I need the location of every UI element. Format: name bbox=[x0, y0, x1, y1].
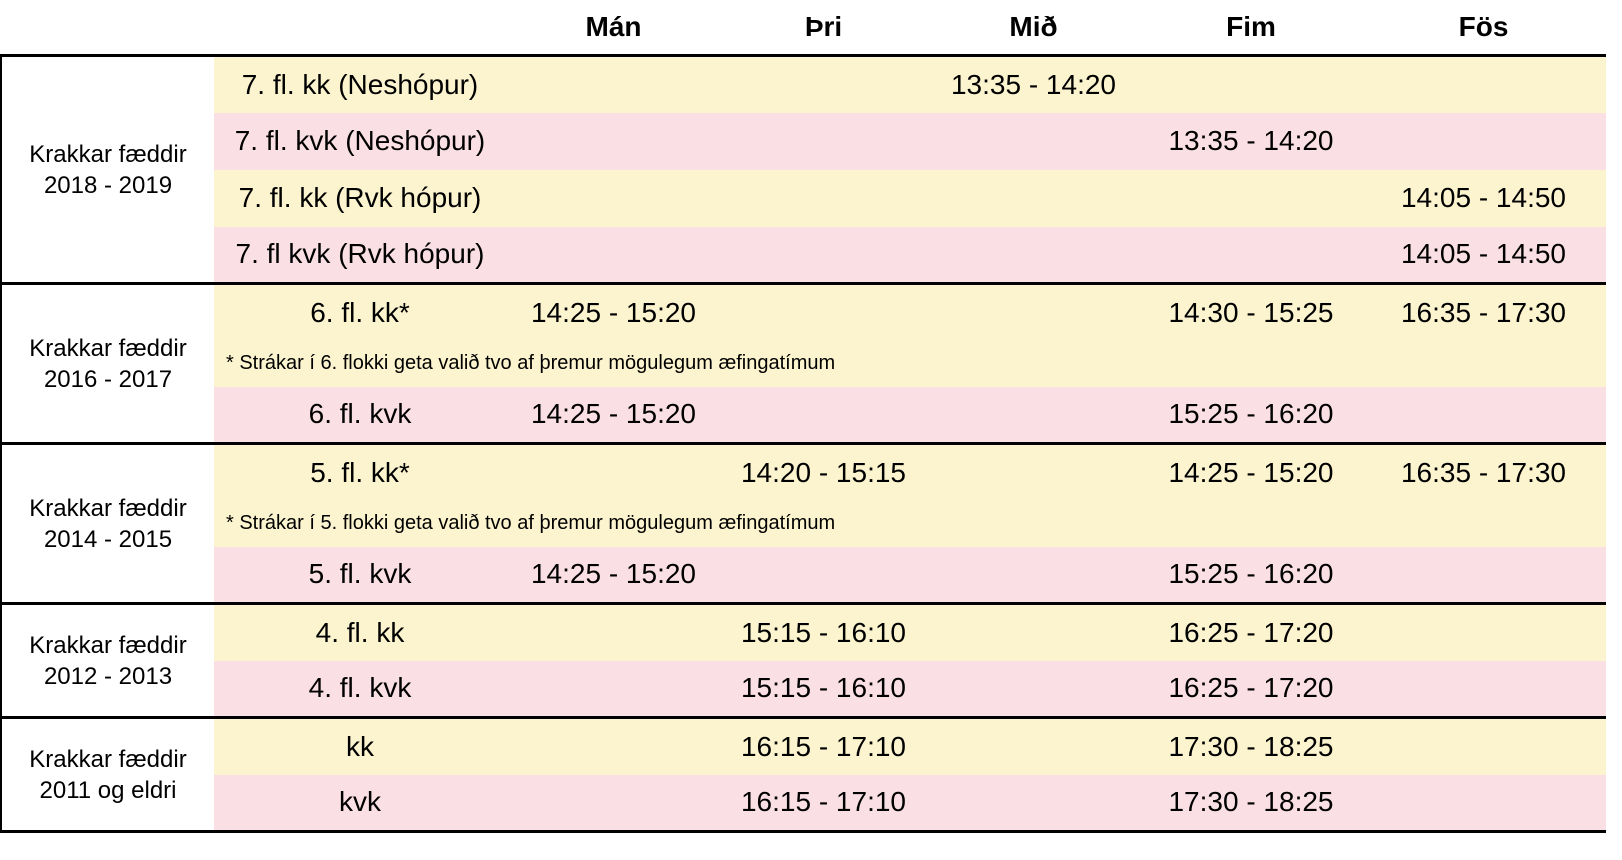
day-cell-mid bbox=[926, 113, 1141, 170]
col-header-thri: Þri bbox=[804, 11, 843, 42]
weekday-header-row bbox=[1, 0, 1606, 56]
day-cell-thri bbox=[721, 284, 926, 341]
day-cell-thri bbox=[721, 227, 926, 284]
day-cell-man bbox=[506, 170, 721, 227]
day-cell-thri bbox=[721, 113, 926, 170]
group-label-line1: Krakkar fæddir bbox=[29, 140, 187, 168]
class-label: 7. fl. kk (Neshópur) bbox=[214, 56, 506, 113]
table-row bbox=[1, 661, 1606, 718]
age-group-2016-2017 bbox=[1, 284, 1606, 444]
day-cell-mid bbox=[926, 718, 1141, 775]
day-cell-man bbox=[506, 604, 721, 661]
group-label-line1: Krakkar fæddir bbox=[29, 494, 187, 522]
day-cell-man: 14:25 - 15:20 bbox=[506, 284, 721, 341]
day-cell-fos bbox=[1361, 775, 1606, 832]
class-label: kvk bbox=[214, 775, 506, 832]
day-cell-fos bbox=[1361, 547, 1606, 604]
day-cell-fos: 16:35 - 17:30 bbox=[1361, 444, 1606, 501]
day-cell-thri bbox=[721, 387, 926, 444]
day-cell-fos bbox=[1361, 661, 1606, 718]
group-label bbox=[1, 284, 214, 444]
col-header-fos: Fös bbox=[1458, 11, 1509, 42]
day-cell-fos: 16:35 - 17:30 bbox=[1361, 284, 1606, 341]
day-cell-man bbox=[506, 718, 721, 775]
day-cell-fim: 13:35 - 14:20 bbox=[1141, 113, 1361, 170]
class-label: 5. fl. kk* bbox=[214, 444, 506, 501]
day-cell-mid bbox=[926, 227, 1141, 284]
day-cell-fim: 16:25 - 17:20 bbox=[1141, 604, 1361, 661]
group-label bbox=[1, 718, 214, 832]
table-row bbox=[1, 113, 1606, 170]
day-cell-man bbox=[506, 775, 721, 832]
group-label-line2: 2012 - 2013 bbox=[43, 662, 173, 690]
day-cell-thri bbox=[721, 547, 926, 604]
table-row bbox=[1, 227, 1606, 284]
day-cell-fos: 14:05 - 14:50 bbox=[1361, 227, 1606, 284]
day-cell-thri: 15:15 - 16:10 bbox=[721, 661, 926, 718]
day-cell-thri bbox=[721, 170, 926, 227]
day-cell-fos bbox=[1361, 604, 1606, 661]
day-cell-fos bbox=[1361, 387, 1606, 444]
group-label-line1: Krakkar fæddir bbox=[29, 631, 187, 659]
col-header-mid: Mið bbox=[1009, 11, 1058, 42]
col-header-fim: Fim bbox=[1226, 11, 1276, 42]
class-label: 7. fl. kk (Rvk hópur) bbox=[214, 170, 506, 227]
table-row bbox=[1, 604, 1606, 661]
day-cell-thri: 15:15 - 16:10 bbox=[721, 604, 926, 661]
day-cell-mid: 13:35 - 14:20 bbox=[926, 56, 1141, 113]
footnote-row bbox=[1, 501, 1606, 547]
day-cell-mid bbox=[926, 387, 1141, 444]
table-row bbox=[1, 56, 1606, 113]
day-cell-man: 14:25 - 15:20 bbox=[506, 547, 721, 604]
age-group-2018-2019 bbox=[1, 56, 1606, 284]
class-label: 5. fl. kvk bbox=[214, 547, 506, 604]
table-row bbox=[1, 718, 1606, 775]
class-label: 4. fl. kk bbox=[214, 604, 506, 661]
day-cell-fim bbox=[1141, 56, 1361, 113]
class-label: 4. fl. kvk bbox=[214, 661, 506, 718]
day-cell-man bbox=[506, 227, 721, 284]
group-label-line2: 2018 - 2019 bbox=[43, 171, 173, 199]
class-label: kk bbox=[214, 718, 506, 775]
class-label-header-spacer bbox=[214, 0, 506, 56]
group-label-line2: 2016 - 2017 bbox=[43, 365, 173, 393]
table-row bbox=[1, 284, 1606, 341]
day-cell-thri: 16:15 - 17:10 bbox=[721, 718, 926, 775]
day-cell-mid bbox=[926, 444, 1141, 501]
table-row bbox=[1, 775, 1606, 832]
day-cell-thri bbox=[721, 56, 926, 113]
age-group-2011-og-eldri bbox=[1, 718, 1606, 832]
group-label-line2: 2011 og eldri bbox=[39, 776, 177, 804]
day-cell-thri: 16:15 - 17:10 bbox=[721, 775, 926, 832]
group-label bbox=[1, 56, 214, 284]
table-row bbox=[1, 547, 1606, 604]
day-cell-fim: 16:25 - 17:20 bbox=[1141, 661, 1361, 718]
col-header-man: Mán bbox=[585, 11, 642, 42]
day-cell-man bbox=[506, 661, 721, 718]
footnote-text: * Strákar í 6. flokki geta valið tvo af þremur mögulegum æfingatímum bbox=[214, 341, 1606, 387]
footnote-text: * Strákar í 5. flokki geta valið tvo af þremur mögulegum æfingatímum bbox=[214, 501, 1606, 547]
day-cell-fim bbox=[1141, 170, 1361, 227]
day-cell-fos bbox=[1361, 113, 1606, 170]
day-cell-fos bbox=[1361, 56, 1606, 113]
day-cell-fim bbox=[1141, 227, 1361, 284]
day-cell-mid bbox=[926, 284, 1141, 341]
day-cell-thri: 14:20 - 15:15 bbox=[721, 444, 926, 501]
footnote-row bbox=[1, 341, 1606, 387]
day-cell-man bbox=[506, 444, 721, 501]
day-cell-fos: 14:05 - 14:50 bbox=[1361, 170, 1606, 227]
day-cell-mid bbox=[926, 170, 1141, 227]
day-cell-fim: 17:30 - 18:25 bbox=[1141, 775, 1361, 832]
day-cell-fim: 14:30 - 15:25 bbox=[1141, 284, 1361, 341]
day-cell-fim: 17:30 - 18:25 bbox=[1141, 718, 1361, 775]
day-cell-man bbox=[506, 56, 721, 113]
day-cell-man: 14:25 - 15:20 bbox=[506, 387, 721, 444]
group-label-header-spacer bbox=[1, 0, 214, 56]
day-cell-fim: 15:25 - 16:20 bbox=[1141, 547, 1361, 604]
class-label: 7. fl kvk (Rvk hópur) bbox=[214, 227, 506, 284]
class-label: 7. fl. kvk (Neshópur) bbox=[214, 113, 506, 170]
class-label: 6. fl. kk* bbox=[214, 284, 506, 341]
day-cell-mid bbox=[926, 661, 1141, 718]
table-row bbox=[1, 170, 1606, 227]
table-row bbox=[1, 444, 1606, 501]
group-label bbox=[1, 444, 214, 604]
age-group-2012-2013 bbox=[1, 604, 1606, 718]
day-cell-fim: 14:25 - 15:20 bbox=[1141, 444, 1361, 501]
day-cell-fim: 15:25 - 16:20 bbox=[1141, 387, 1361, 444]
group-label bbox=[1, 604, 214, 718]
group-label-line2: 2014 - 2015 bbox=[43, 525, 173, 553]
group-label-line1: Krakkar fæddir bbox=[29, 745, 187, 773]
day-cell-man bbox=[506, 113, 721, 170]
day-cell-mid bbox=[926, 775, 1141, 832]
day-cell-mid bbox=[926, 604, 1141, 661]
day-cell-fos bbox=[1361, 718, 1606, 775]
group-label-line1: Krakkar fæddir bbox=[29, 334, 187, 362]
table-row bbox=[1, 387, 1606, 444]
class-label: 6. fl. kvk bbox=[214, 387, 506, 444]
day-cell-mid bbox=[926, 547, 1141, 604]
age-group-2014-2015 bbox=[1, 444, 1606, 604]
